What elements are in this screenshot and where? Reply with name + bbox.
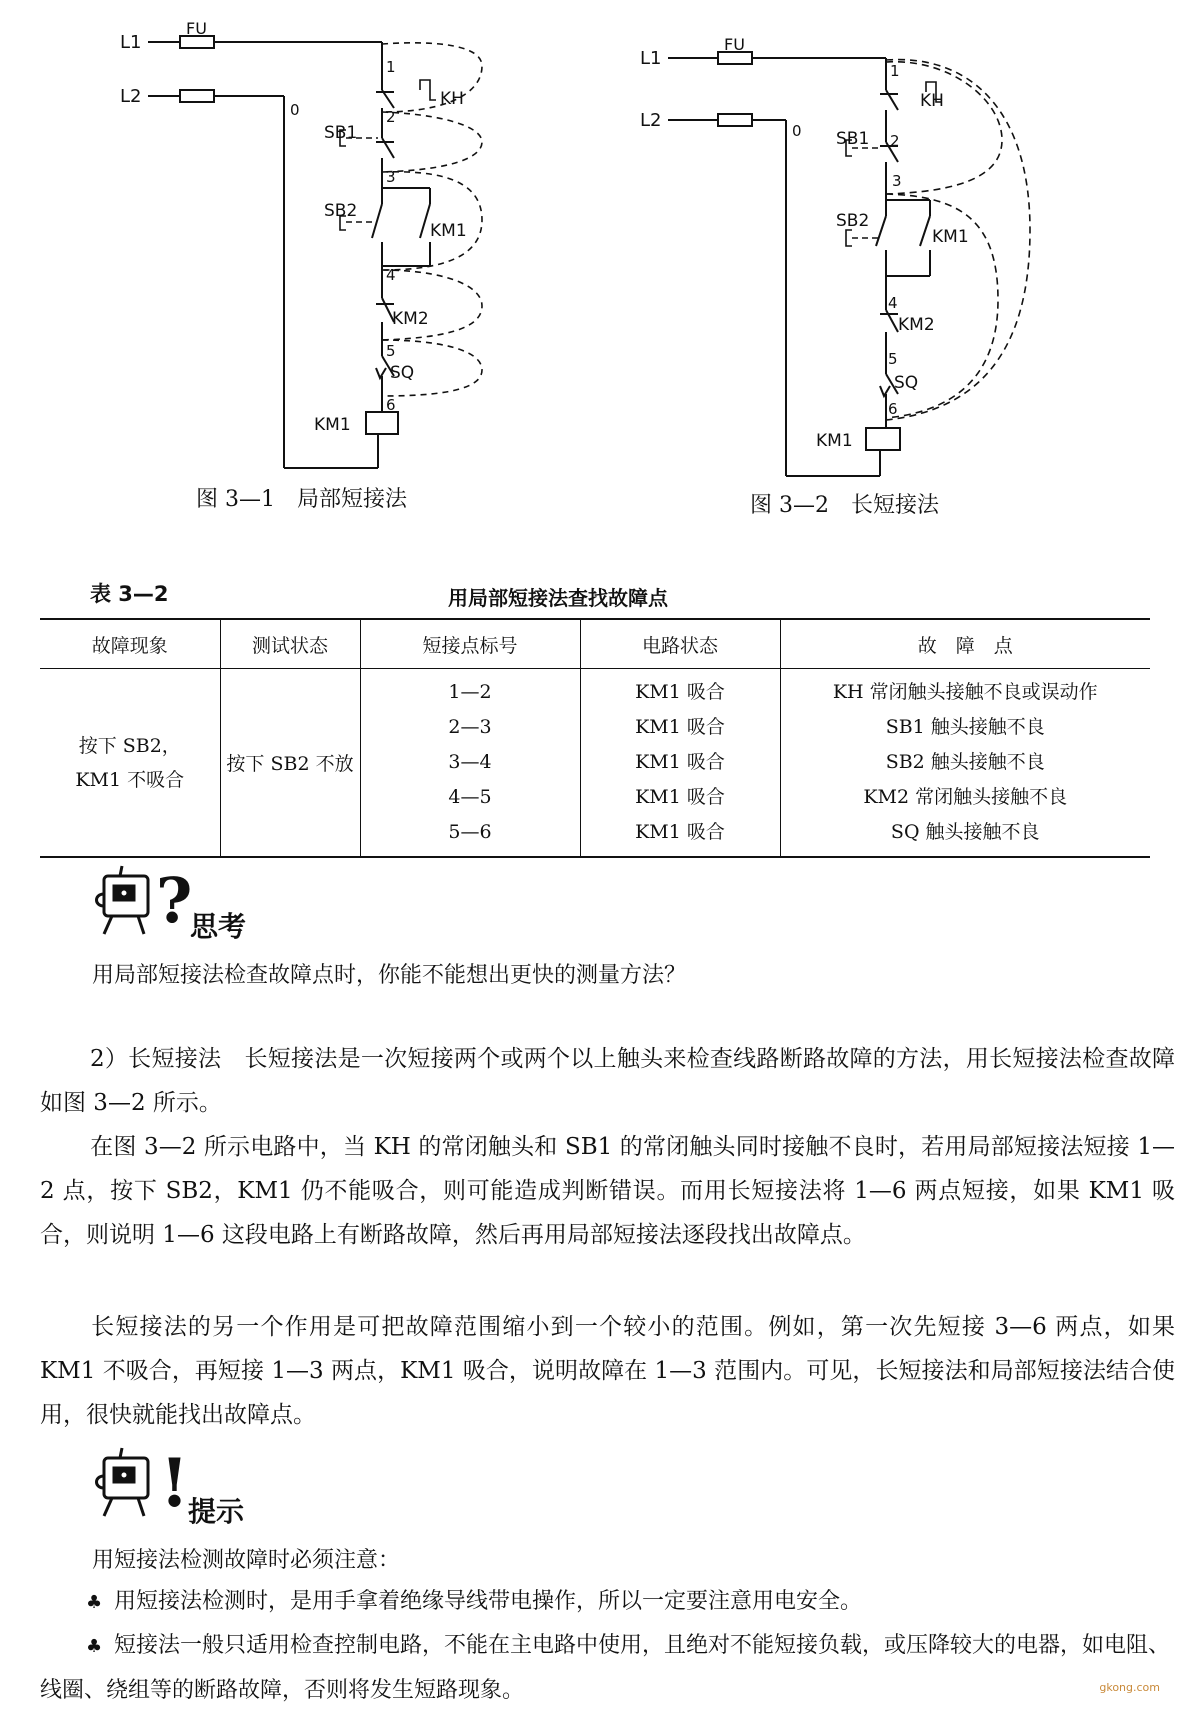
cell-short-points [360, 669, 580, 858]
svg-text:6: 6 [386, 396, 396, 414]
label-l1: L1 [120, 32, 142, 53]
svg-text:4: 4 [888, 294, 898, 312]
table-cell: 1—2 [448, 681, 492, 703]
table-cell: 3—4 [448, 751, 492, 773]
label-fu: FU [186, 20, 207, 38]
table-cell: KM1 吸合 [635, 716, 725, 738]
figure-3-1-caption: 图 3—1 局部短接法 [196, 487, 407, 512]
svg-text:KM2: KM2 [898, 315, 935, 335]
header-symptom: 故障现象 [40, 619, 220, 669]
table-cell: KM2 常闭触头接触不良 [863, 786, 1068, 808]
table-number: 表 3—2 [90, 582, 169, 606]
svg-text:3: 3 [386, 168, 396, 186]
cell-test-state: 按下 SB2 不放 [220, 669, 360, 858]
svg-text:2: 2 [386, 108, 396, 126]
fuse-l2 [180, 90, 214, 102]
svg-text:KH: KH [440, 89, 464, 109]
label-l2: L2 [120, 86, 142, 107]
svg-text:KM1: KM1 [430, 221, 467, 241]
fault-table [40, 618, 1150, 858]
svg-text:5: 5 [386, 342, 396, 360]
svg-text:FU: FU [724, 35, 745, 54]
svg-text:KH: KH [920, 91, 944, 111]
cell-fault-point [780, 669, 1150, 858]
svg-text:1: 1 [386, 58, 396, 76]
table-cell: KM1 吸合 [635, 751, 725, 773]
watermark: gkong.com [1099, 1681, 1160, 1694]
tip-item-2: ♣ 短接法一般只适用检查控制电路，不能在主电路中使用，且绝对不能短接负载，或压降较大的电器，如电阻、线圈、绕组等的断路故障，否则将发生短路现象。 [40, 1624, 1175, 1713]
figure-3-2-long-short [630, 30, 1070, 490]
svg-text:KM1: KM1 [816, 431, 853, 451]
table-cell: 5—6 [448, 821, 492, 843]
svg-text:SQ: SQ [390, 363, 415, 383]
svg-text:5: 5 [888, 350, 898, 368]
table-header-row [40, 619, 1150, 669]
club-bullet-icon: ♣ [86, 1592, 103, 1613]
svg-text:SQ: SQ [894, 373, 919, 393]
svg-text:KM1: KM1 [932, 227, 969, 247]
table-cell: 2—3 [448, 716, 492, 738]
svg-text:4: 4 [386, 266, 396, 284]
figure-3-2-caption: 图 3—2 长短接法 [750, 493, 939, 518]
table-cell: SB2 触头接触不良 [885, 751, 1045, 773]
svg-text:L1: L1 [640, 48, 662, 69]
paragraph-range: 长短接法的另一个作用是可把故障范围缩小到一个较小的范围。例如，第一次先短接 3—6 两点，如果 KM1 不吸合，再短接 1—3 两点，KM1 吸合，说明故障在 1—3 范围内。可见，长短接法和局部短接法结合使用，很快就能找出故障点。 [40, 1314, 1175, 1428]
think-mascot-icon [90, 860, 200, 940]
paragraph-example: 在图 3—2 所示电路中，当 KH 的常闭触头和 SB1 的常闭触头同时接触不良时，若用局部短接法短接 1—2 点，按下 SB2，KM1 仍不能吸合，则可能造成判断错误。而用长短接法将 1—6 两点短接，如果 KM1 吸合，则说明 1—6 这段电路上有断路故障，然后再用局部短接法逐段找出故障点。 [40, 1134, 1175, 1248]
table-cell: SQ 触头接触不良 [890, 821, 1040, 843]
svg-text:1: 1 [890, 62, 900, 80]
table-cell: KM1 吸合 [635, 681, 725, 703]
header-fault-point: 故 障 点 [780, 619, 1150, 669]
svg-text:3: 3 [892, 172, 902, 190]
think-heading: 思考 [190, 910, 247, 943]
tip-intro: 用短接法检测故障时必须注意： [92, 1548, 401, 1573]
table-cell: KM1 吸合 [635, 786, 725, 808]
table-cell: KM1 吸合 [635, 821, 725, 843]
svg-text:?: ? [156, 864, 193, 937]
tip-heading: 提示 [188, 1495, 245, 1528]
table-title: 用局部短接法查找故障点 [448, 586, 668, 610]
club-bullet-icon: ♣ [86, 1636, 103, 1657]
svg-text:SB1: SB1 [836, 129, 870, 149]
svg-text:0: 0 [290, 101, 300, 119]
cell-symptom: 按下 SB2， KM1 不吸合 [75, 734, 185, 791]
header-short-points: 短接点标号 [360, 619, 580, 669]
coil-km1 [866, 428, 900, 450]
svg-text:KM2: KM2 [392, 309, 429, 329]
tip-item-1: ♣ 用短接法检测时，是用手拿着绝缘导线带电操作，所以一定要注意用电安全。 [86, 1580, 1176, 1625]
svg-text:6: 6 [888, 400, 898, 418]
svg-text:SB2: SB2 [324, 201, 358, 221]
paragraph-long-short: 2）长短接法 长短接法是一次短接两个或两个以上触头来检查线路断路故障的方法，用长短接法检查故障如图 3—2 所示。 [40, 1046, 1175, 1116]
fuse-l2 [718, 114, 752, 126]
tip-mascot-icon [90, 1440, 200, 1524]
svg-text:SB2: SB2 [836, 211, 870, 231]
table-cell: KH 常闭触头接触不良或误动作 [832, 681, 1098, 703]
svg-text:KM1: KM1 [314, 415, 351, 435]
svg-text:2: 2 [890, 132, 900, 150]
coil-km1 [366, 412, 398, 434]
table-body-row [40, 669, 1150, 858]
svg-text:0: 0 [792, 122, 802, 140]
think-question: 用局部短接法检查故障点时，你能不能想出更快的测量方法？ [92, 963, 687, 988]
table-cell: 4—5 [448, 786, 492, 808]
figure-3-1-local-short [110, 20, 530, 480]
header-circuit-state: 电路状态 [580, 619, 780, 669]
header-test-state: 测试状态 [220, 619, 360, 669]
svg-text:L2: L2 [640, 110, 662, 131]
cell-circuit-state [580, 669, 780, 858]
svg-text:!: ! [160, 1444, 189, 1522]
svg-text:SB1: SB1 [324, 123, 358, 143]
table-cell: SB1 触头接触不良 [885, 716, 1045, 738]
